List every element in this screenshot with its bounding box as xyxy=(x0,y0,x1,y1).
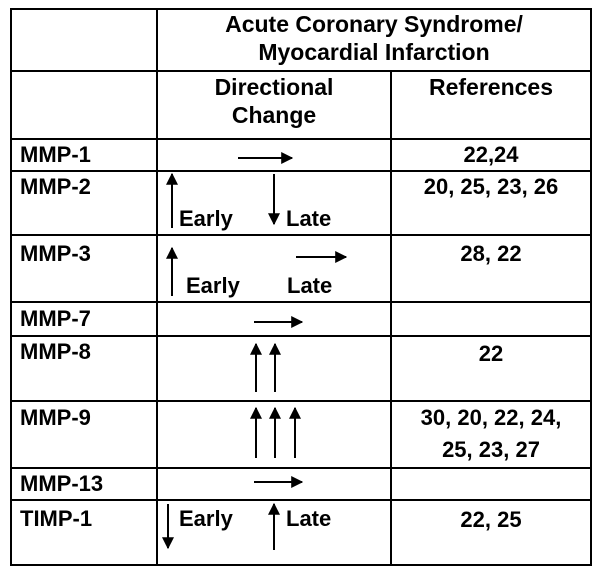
mmp2-early-label: Early xyxy=(179,206,233,231)
mmp3-late-label: Late xyxy=(287,273,333,298)
group-title-line1: Acute Coronary Syndrome/ xyxy=(225,11,523,37)
group-title-line2: Myocardial Infarction xyxy=(258,39,490,65)
row-refs-mmp1: 22,24 xyxy=(463,142,519,167)
mmp2-late-label: Late xyxy=(286,206,332,231)
row-marker-mmp8: MMP-8 xyxy=(20,339,91,364)
row-marker-mmp1: MMP-1 xyxy=(20,142,91,167)
row-marker-timp1: TIMP-1 xyxy=(20,506,93,531)
row-marker-mmp3: MMP-3 xyxy=(20,241,91,266)
group-title xyxy=(157,10,591,66)
col-header-refs: References xyxy=(428,74,554,100)
row-refs-timp1: 22, 25 xyxy=(460,507,522,532)
col-header-change xyxy=(157,73,391,129)
col-header-change-line1: Directional xyxy=(214,74,334,100)
row-refs-mmp9-line1: 30, 20, 22, 24, xyxy=(420,405,562,430)
row-marker-mmp2: MMP-2 xyxy=(20,174,91,199)
row-marker-mmp13: MMP-13 xyxy=(20,471,104,496)
timp1-late-label: Late xyxy=(286,506,332,531)
row-marker-mmp7: MMP-7 xyxy=(20,306,91,331)
row-refs-mmp3: 28, 22 xyxy=(460,241,522,266)
row-marker-mmp9: MMP-9 xyxy=(20,405,91,430)
row-refs-mmp9-line2: 25, 23, 27 xyxy=(442,437,540,462)
mmp3-early-label: Early xyxy=(186,273,240,298)
row-refs-mmp2: 20, 25, 23, 26 xyxy=(423,174,559,199)
timp1-early-label: Early xyxy=(179,506,233,531)
col-header-change-line2: Change xyxy=(231,102,317,128)
row-refs-mmp8: 22 xyxy=(478,341,504,366)
